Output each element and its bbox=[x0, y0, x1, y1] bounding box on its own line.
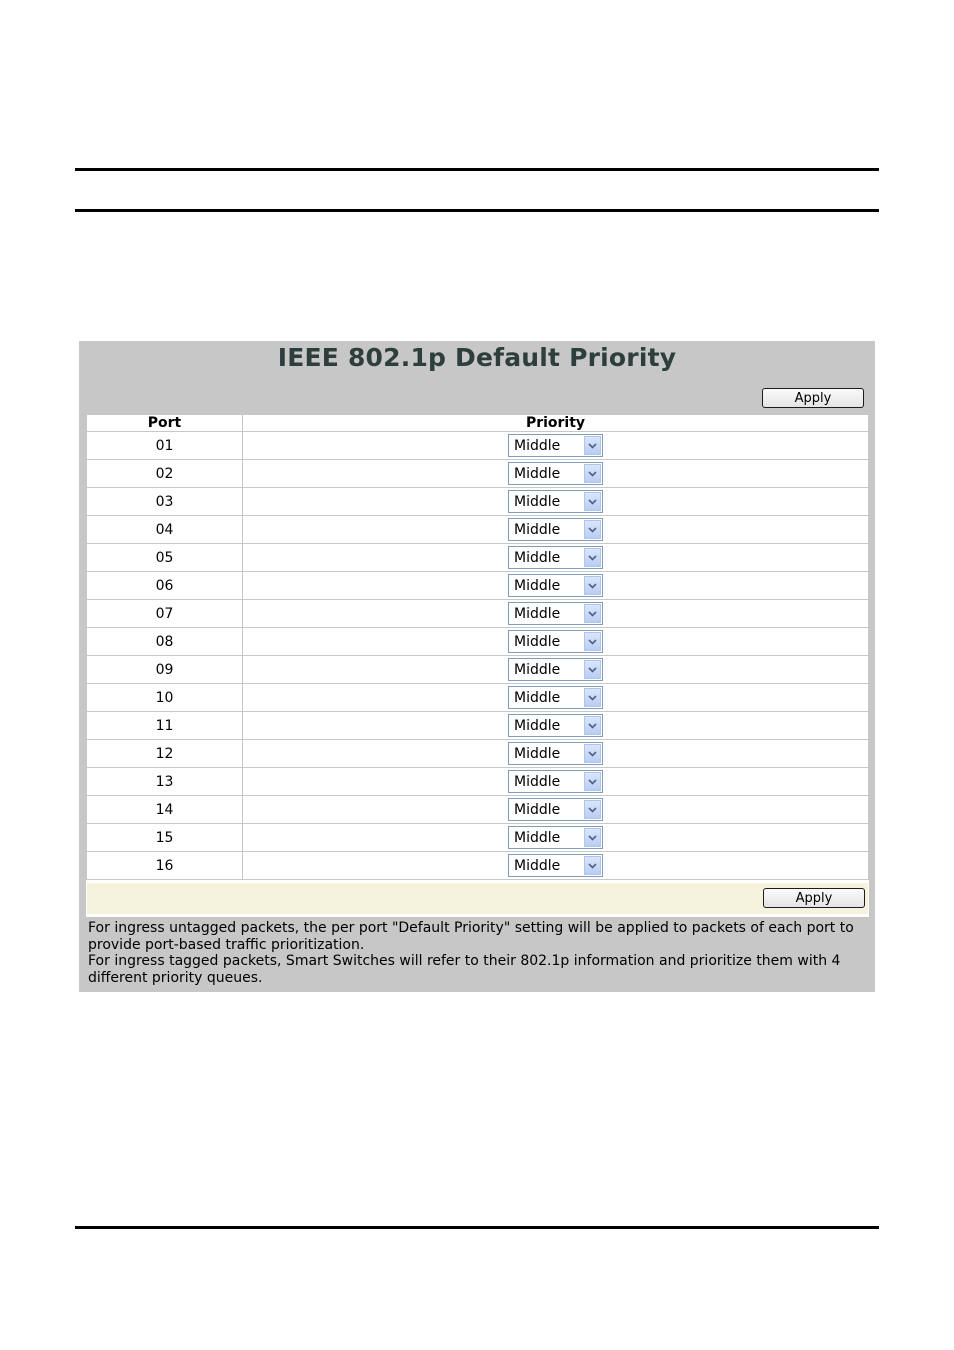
priority-select[interactable] bbox=[508, 574, 603, 597]
chevron-down-icon[interactable] bbox=[584, 828, 601, 847]
priority-select-value: Middle bbox=[514, 857, 561, 874]
priority-select[interactable] bbox=[508, 546, 603, 569]
chevron-down-icon[interactable] bbox=[584, 744, 601, 763]
priority-select-value: Middle bbox=[514, 633, 561, 650]
page-title: IEEE 802.1p Default Priority bbox=[277, 343, 677, 372]
priority-select-value: Middle bbox=[514, 745, 561, 762]
chevron-down-icon[interactable] bbox=[584, 520, 601, 539]
table-row bbox=[87, 740, 868, 767]
priority-select[interactable] bbox=[508, 462, 603, 485]
header-rule-bottom bbox=[75, 209, 879, 212]
priority-select[interactable] bbox=[508, 714, 603, 737]
priority-select-value: Middle bbox=[514, 493, 561, 510]
port-cell: 12 bbox=[87, 740, 242, 767]
priority-select-value: Middle bbox=[514, 829, 561, 846]
priority-cell bbox=[243, 684, 868, 711]
port-cell: 15 bbox=[87, 824, 242, 851]
priority-cell bbox=[243, 516, 868, 543]
priority-cell bbox=[243, 740, 868, 767]
chevron-down-icon[interactable] bbox=[584, 436, 601, 455]
priority-select[interactable] bbox=[508, 742, 603, 765]
priority-cell bbox=[243, 824, 868, 851]
port-cell: 13 bbox=[87, 768, 242, 795]
priority-cell bbox=[243, 488, 868, 515]
priority-select-value: Middle bbox=[514, 549, 561, 566]
table-row bbox=[87, 544, 868, 571]
priority-cell bbox=[243, 544, 868, 571]
chevron-down-icon[interactable] bbox=[584, 576, 601, 595]
priority-select[interactable] bbox=[508, 518, 603, 541]
table-row bbox=[87, 824, 868, 851]
chevron-down-icon[interactable] bbox=[584, 660, 601, 679]
priority-cell bbox=[243, 600, 868, 627]
port-cell: 02 bbox=[87, 460, 242, 487]
chevron-down-icon[interactable] bbox=[584, 772, 601, 791]
table-row bbox=[87, 628, 868, 655]
priority-column-header: Priority bbox=[243, 415, 868, 431]
chevron-down-icon[interactable] bbox=[584, 464, 601, 483]
header-rule-top bbox=[75, 168, 879, 171]
footer-rule bbox=[75, 1226, 879, 1229]
priority-select-value: Middle bbox=[514, 689, 561, 706]
priority-select[interactable] bbox=[508, 826, 603, 849]
priority-cell bbox=[243, 432, 868, 459]
port-cell: 08 bbox=[87, 628, 242, 655]
priority-cell bbox=[243, 852, 868, 879]
priority-panel bbox=[79, 341, 875, 992]
table-row bbox=[87, 488, 868, 515]
help-note-untagged: For ingress untagged packets, the per port "Default Priority" setting will be applied to packets of each port to provide port-based traffic prioritization. bbox=[88, 920, 854, 953]
port-cell: 04 bbox=[87, 516, 242, 543]
table-row bbox=[87, 656, 868, 683]
priority-select-value: Middle bbox=[514, 661, 561, 678]
chevron-down-icon[interactable] bbox=[584, 548, 601, 567]
priority-table-container bbox=[86, 414, 869, 917]
priority-table bbox=[86, 414, 869, 880]
table-row bbox=[87, 460, 868, 487]
port-cell: 16 bbox=[87, 852, 242, 879]
table-row bbox=[87, 796, 868, 823]
table-header-row bbox=[87, 415, 868, 431]
chevron-down-icon[interactable] bbox=[584, 688, 601, 707]
table-row bbox=[87, 600, 868, 627]
table-row bbox=[87, 572, 868, 599]
help-note-tagged: For ingress tagged packets, Smart Switches will refer to their 802.1p information and prioritize them with 4 different priority queues. bbox=[88, 953, 841, 986]
apply-button-top[interactable]: Apply bbox=[762, 388, 864, 408]
priority-select-value: Middle bbox=[514, 437, 561, 454]
priority-cell bbox=[243, 628, 868, 655]
priority-select-value: Middle bbox=[514, 605, 561, 622]
chevron-down-icon[interactable] bbox=[584, 716, 601, 735]
table-footer-row bbox=[87, 883, 868, 914]
priority-cell bbox=[243, 768, 868, 795]
priority-select[interactable] bbox=[508, 602, 603, 625]
priority-select[interactable] bbox=[508, 770, 603, 793]
port-cell: 10 bbox=[87, 684, 242, 711]
port-cell: 06 bbox=[87, 572, 242, 599]
port-cell: 03 bbox=[87, 488, 242, 515]
table-row bbox=[87, 516, 868, 543]
table-row bbox=[87, 684, 868, 711]
priority-select-value: Middle bbox=[514, 717, 561, 734]
apply-button-bottom[interactable]: Apply bbox=[763, 888, 865, 908]
table-row bbox=[87, 432, 868, 459]
help-note bbox=[88, 920, 868, 986]
priority-select-value: Middle bbox=[514, 577, 561, 594]
priority-select-value: Middle bbox=[514, 465, 561, 482]
priority-cell bbox=[243, 572, 868, 599]
port-column-header: Port bbox=[87, 415, 242, 431]
table-row bbox=[87, 852, 868, 879]
priority-select[interactable] bbox=[508, 686, 603, 709]
priority-cell bbox=[243, 656, 868, 683]
port-cell: 07 bbox=[87, 600, 242, 627]
priority-select-value: Middle bbox=[514, 521, 561, 538]
chevron-down-icon[interactable] bbox=[584, 492, 601, 511]
table-row bbox=[87, 712, 868, 739]
port-cell: 11 bbox=[87, 712, 242, 739]
priority-select-value: Middle bbox=[514, 773, 561, 790]
priority-select[interactable] bbox=[508, 490, 603, 513]
priority-select[interactable] bbox=[508, 658, 603, 681]
port-cell: 09 bbox=[87, 656, 242, 683]
priority-cell bbox=[243, 712, 868, 739]
table-row bbox=[87, 768, 868, 795]
port-cell: 05 bbox=[87, 544, 242, 571]
port-cell: 14 bbox=[87, 796, 242, 823]
priority-select[interactable] bbox=[508, 630, 603, 653]
priority-select-value: Middle bbox=[514, 801, 561, 818]
chevron-down-icon[interactable] bbox=[584, 632, 601, 651]
port-cell: 01 bbox=[87, 432, 242, 459]
priority-select[interactable] bbox=[508, 798, 603, 821]
priority-select[interactable] bbox=[508, 854, 603, 877]
chevron-down-icon[interactable] bbox=[584, 800, 601, 819]
priority-select[interactable] bbox=[508, 434, 603, 457]
chevron-down-icon[interactable] bbox=[584, 856, 601, 875]
priority-cell bbox=[243, 460, 868, 487]
chevron-down-icon[interactable] bbox=[584, 604, 601, 623]
priority-cell bbox=[243, 796, 868, 823]
